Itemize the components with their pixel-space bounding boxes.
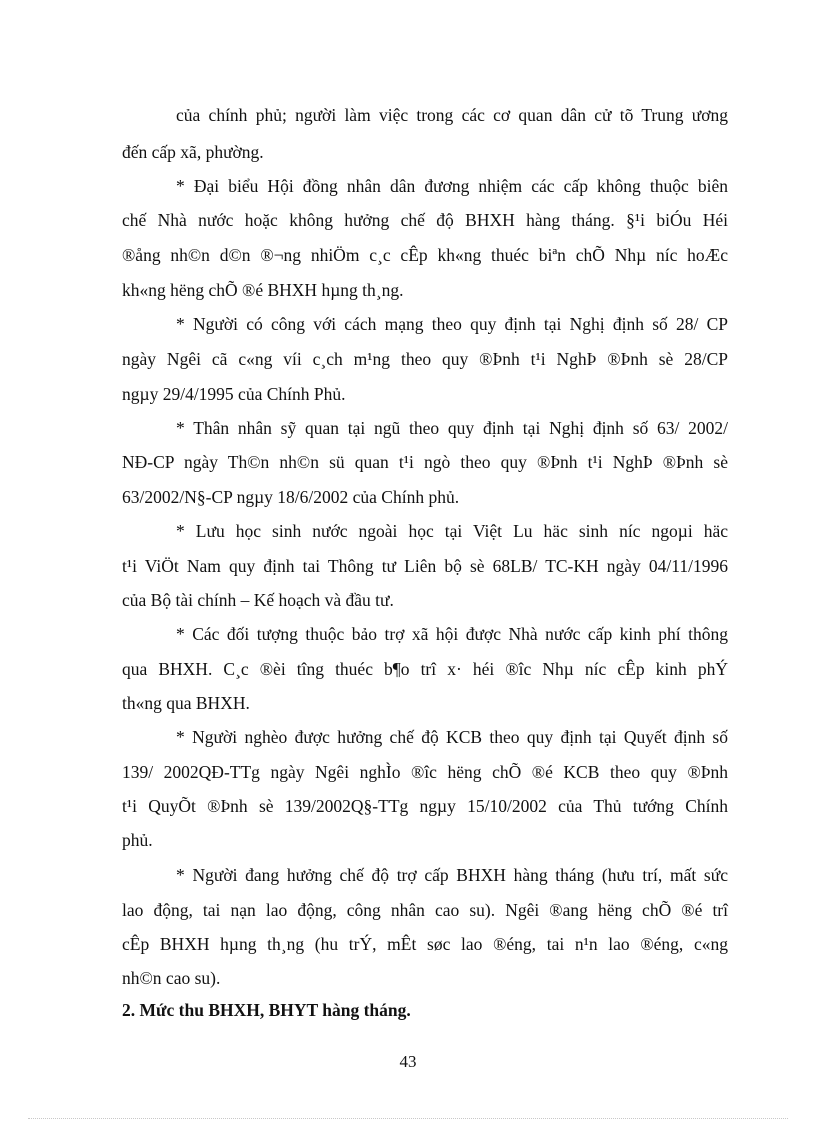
paragraph-line: * Các đối tượng thuộc bảo trợ xã hội được Nhà nước cấp kinh phí thông	[176, 624, 728, 644]
paragraph-line: ngày Ngêi cã c«ng víi c¸ch m¹ng theo quy ®Þnh t¹i NghÞ ®Þnh sè 28/CP	[122, 349, 728, 369]
paragraph-line: kh«ng hëng chÕ ®é BHXH hµng th¸ng.	[122, 280, 404, 300]
paragraph-line: * Lưu học sinh nước ngoài học tại Việt Lu häc sinh níc ngoµi häc	[176, 521, 728, 541]
paragraph-line: của Bộ tài chính – Kế hoạch và đầu tư.	[122, 590, 394, 610]
paragraph-line: ngµy 29/4/1995 của Chính Phủ.	[122, 384, 346, 404]
paragraph-line: NĐ-CP ngày Th©n nh©n sü quan t¹i ngò theo quy ®Þnh t¹i NghÞ ®Þnh sè	[122, 452, 728, 472]
paragraph-line: của chính phủ; người làm việc trong các cơ quan dân cử tõ Trung ương	[176, 105, 728, 125]
paragraph-line: th«ng qua BHXH.	[122, 693, 250, 713]
section-heading: 2. Mức thu BHXH, BHYT hàng tháng.	[122, 1000, 411, 1020]
paragraph-line: nh©n cao su).	[122, 968, 221, 988]
paragraph-line: ®ång nh©n d©n ®¬ng nhiÖm c¸c cÊp kh«ng thuéc biªn chÕ Nhµ níc hoÆc	[122, 245, 728, 265]
paragraph-line: * Người nghèo được hưởng chế độ KCB theo quy định tại Quyết định số	[176, 727, 728, 747]
paragraph-line: * Đại biểu Hội đồng nhân dân đương nhiệm các cấp không thuộc biên	[176, 176, 728, 196]
paragraph-line: 139/ 2002QĐ-TTg ngày Ngêi nghÌo ®îc hëng chÕ ®é KCB theo quy ®Þnh	[122, 762, 728, 782]
paragraph-line: t¹i QuyÕt ®Þnh sè 139/2002Q§-TTg ngµy 15/10/2002 của Thủ tướng Chính	[122, 796, 728, 816]
paragraph-line: phủ.	[122, 830, 153, 850]
paragraph-line: cÊp BHXH hµng th¸ng (hu trÝ, mÊt søc lao ®éng, tai n¹n lao ®éng, c«ng	[122, 934, 728, 954]
paragraph-line: lao động, tai nạn lao động, công nhân cao su). Ngêi ®ang hëng chÕ ®é trî	[122, 900, 728, 920]
paragraph-line: qua BHXH. C¸c ®èi tîng thuéc b¶o trî x· héi ®îc Nhµ níc cÊp kinh phÝ	[122, 659, 728, 679]
paragraph-line: t¹i ViÖt Nam quy định tai Thông tư Liên bộ sè 68LB/ TC-KH ngày 04/11/1996	[122, 556, 728, 576]
footer-divider	[28, 1118, 788, 1119]
paragraph-line: đến cấp xã, phường.	[122, 142, 264, 162]
paragraph-line: * Người có công với cách mạng theo quy định tại Nghị định số 28/ CP	[176, 314, 728, 334]
paragraph-line: * Thân nhân sỹ quan tại ngũ theo quy định tại Nghị định số 63/ 2002/	[176, 418, 728, 438]
paragraph-line: chế Nhà nước hoặc không hưởng chế độ BHXH hàng tháng. §¹i biÓu Héi	[122, 210, 728, 230]
paragraph-line: 63/2002/N§-CP ngµy 18/6/2002 của Chính phủ.	[122, 487, 460, 507]
paragraph-line: * Người đang hưởng chế độ trợ cấp BHXH hàng tháng (hưu trí, mất sức	[176, 865, 728, 885]
page-number: 43	[399, 1052, 417, 1071]
